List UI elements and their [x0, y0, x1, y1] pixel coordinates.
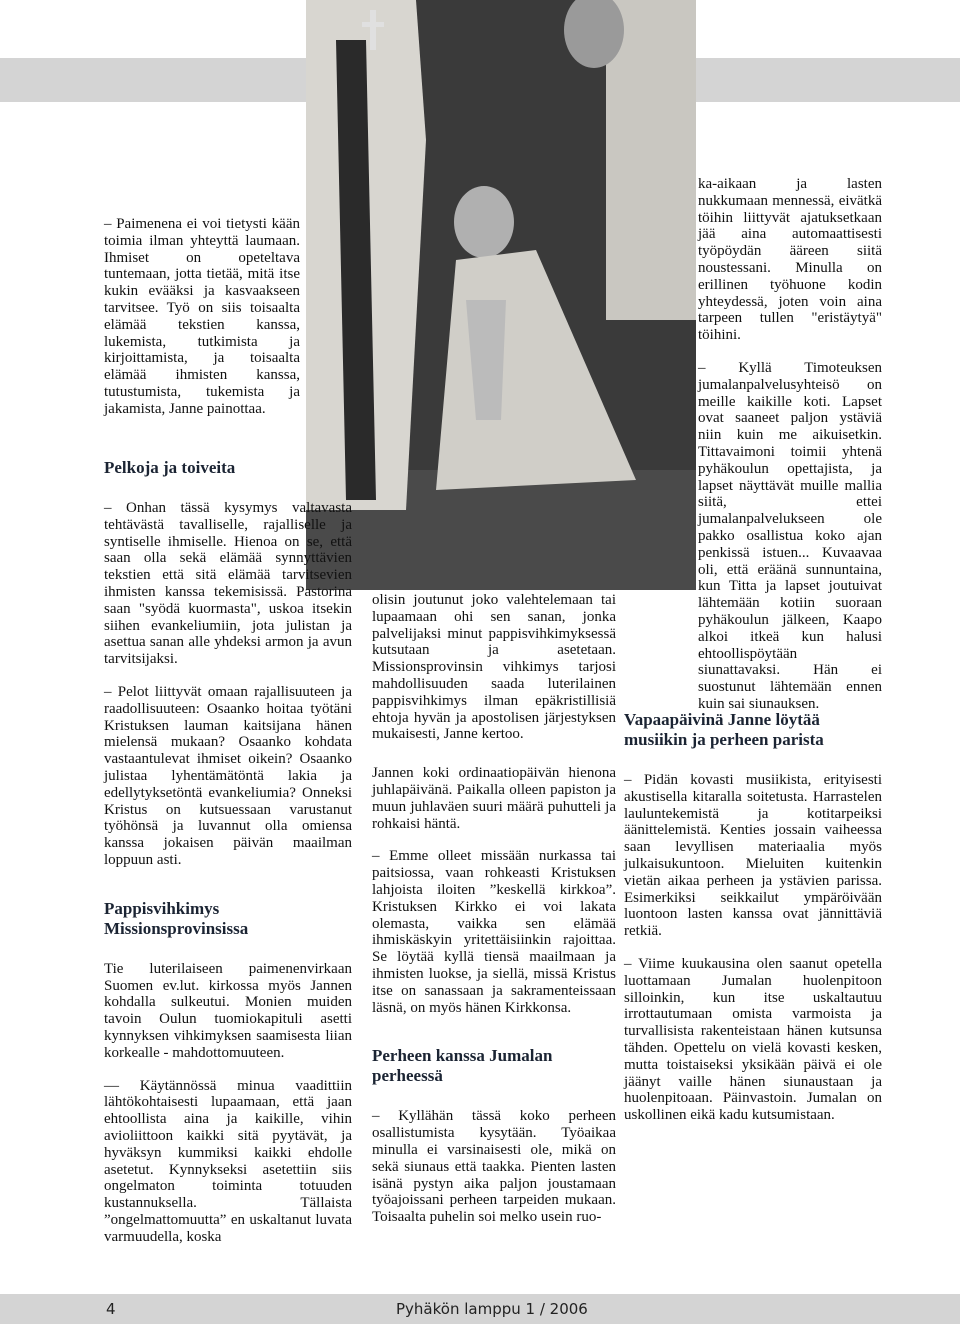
paragraph: ka-aikaan ja lasten nukkumaan mennessä, eivätkä töihin liittyvät ajatuksetkaan jää aina automaattisesti työpöydän ääreen siitä noustessani. Minulla on erillinen työhuone kodin yhteydessä, joten voin aina tarpeen tullen "eristäytyä" töihini.: [698, 176, 882, 344]
column-3: [624, 572, 882, 1124]
column-1-intro: [104, 216, 300, 418]
paragraph: – Paimenena ei voi tietysti kään toimia ilman yhteyttä laumaan. Ihmiset on opeteltava tuntemaan, jotta tietää, mitä itse kukin evääksi ja kasvaakseen tarvitsee. Työ on siis toisaalta elämää tekstien kanssa, lukemista, tutkimista ja kirjoittamista, ja toisaalta elämää ihmisten kanssa, tutustumista, tukemista ja jakamista, Janne painottaa.: [104, 216, 300, 417]
paragraph: – Emme olleet missään nurkassa tai paitsiossa, vaan rohkeasti Kristuksen lahjoista iloiten ”keskellä kirkkoa”. Kristuksen Kirkko ei voi lakata olemasta, vaikka sen elämää ihmiskäskyin yritettäisiinkin rajoittaa. Se löytää kyllä tiensä maailmaan ja ihmisten luokse, ja siellä, missä Kristus itse on sanassaan ja sakramenteissaan läsnä, on myös hänen Kirkkonsa.: [372, 848, 616, 1016]
section-heading: Pelkoja ja toiveita: [104, 458, 236, 477]
paragraph: Jannen koki ordinaatiopäivän hienona juhlapäivänä. Paikalla olleen papiston ja muun juhlaväen suuri määrä puhutteli ja rohkaisi häntä.: [372, 765, 616, 832]
publication-title: Pyhäkön lamppu 1 / 2006: [396, 1300, 588, 1318]
section-heading: Vapaapäivinä Janne löytää musiikin ja perheen parista: [624, 710, 824, 749]
paragraph: – Viime kuukausina olen saanut opetella luottamaan Jumalan huolenpitoon silloinkin, kun itse uskaltautuu irrottautumaan omista varmoista ja turvallisista rakenteistaan hänen kutsunsa tähden. Opettelu on vielä kovasti kesken, mutta toistaiseksi yksikään päivä ei ole jäänyt vaille hänen siunaustaan ja huolenpitoaan. Päinvastoin. Jumalan on uskollinen eikä kadu kutsumistaan.: [624, 955, 882, 1124]
column-2: [372, 592, 616, 1226]
section-heading: Pappisvihkimys Missionsprovinsissa: [104, 898, 249, 938]
paragraph: – Pelot liittyvät omaan rajallisuuteen ja raadollisuuteen: Osaanko hoitaa työtäni Kristuksen lauman kaitsijana hänen mielensä mukaan? Osaanko kohdata vastaantulevat ihmiset oikein? Osaanko julistaa lyhentämätöntä lakia ja edellytyksetöntä evankeliumia? Onneksi Kristus on kutsuessaan varustanut työhönsä ja luvannut olla omiensa kanssa jokaisen päivän maailman loppuun asti.: [104, 683, 352, 868]
paragraph: – Kyllähän tässä koko perheen osallistumista kysytään. Työaikaa minulla ei varsinaisesti ole, mikä on sekä siunaus että taakka. Pienten lasten isänä pystyn aika paljon joustamaan työajoissani perheen tarpeiden mukaan. Toisaalta puhelin soi melko usein ruo-: [372, 1108, 616, 1226]
paragraph: – Pidän kovasti musiikista, erityisesti akustisella kitaralla soitetusta. Harrastelen lauluntekemistä ja kotitarpeiksi äänittelemistä. Kenties jossain vaiheessa saan levyllisen materiaalia myös julkaisukuntoon. Mieluiten kuitenkin vietän aikaa perheen ja ystävien parissa. Esimerkiksi seikkailut ympäröivään luontoon lasten kanssa ovat jännittäviä retkiä.: [624, 772, 882, 940]
paragraph: — Käytännössä minua vaadittiin lähtökohtaisesti lupaamaan, että jaan ehtoollista aina ja kaikille, vihin avioliittoon kaikki sitä pyytävät, ja hyväksyn kummiksi kaikki ehdolle asetetut. Kynnykseksi asetettiin siis ongelmaton toiminta totuuden kustannuksella. Tällaista ”ongelmattomuutta” en uskaltanut luvata varmuudella, koska: [104, 1077, 352, 1245]
column-1: [104, 458, 352, 1245]
paragraph: – Kyllä Timoteuksen jumalanpalvelusyhteisö on meille kaikille koti. Lapset ovat saaneet paljon ystäviä niin kuin me aikuisetkin. Tittavaimoni toimii yhtenä pyhäkoulun opettajista, ja lapset näyttävät muille mallia siitä, ettei jumalanpalvelukseen ole pakko osallistua koko ajan penkissä istuen... Kuvaavaa oli, että eräänä sunnuntaina, kun Titta ja lapset joutuivat lähtemään kotiin suoraan pyhäkoulun jälkeen, Kaapo alkoi itkeä kun halusi ehtoollispöytään siunattavaksi. Hän ei suostunut lähtemään ennen kuin sai siunauksen.: [698, 359, 882, 712]
paragraph: Tie luterilaiseen paimenenvirkaan Suomen ev.lut. kirkossa myös Jannen kohdalla sulkeutui. Monien muiden tavoin Oulun tuomiokapituli asetti kynnyksen vihkimyksen saamisesta liian korkealle - mahdottomuuteen.: [104, 960, 352, 1061]
page-number: 4: [106, 1300, 116, 1318]
section-heading: Perheen kanssa Jumalan perheessä: [372, 1046, 553, 1086]
photograph-of-kneeling-man-icon: [306, 0, 696, 590]
ordination-photo: [306, 0, 696, 590]
paragraph: olisin joutunut joko valehtelemaan tai lupaamaan ohi sen sanan, jonka palvelijaksi minut pappisvihkimyksessä kutsutaan ja asetetaan. Missionsprovinsin vihkimys tarjosi mahdollisuuden saada luterilainen pappisvihkimys ilman epäkristillisiä ehtoja hyvän ja apostolisen järjestyksen mukaisesti, Janne kertoo.: [372, 592, 616, 743]
paragraph: – Onhan tässä kysymys valtavasta tehtävästä tavalliselle, rajalliselle ja syntiselle ihmiselle. Hienoa on se, että saan olla sekä elämää synnyttävien tekstien että sitä elämää tarvitsevien ihmisten kanssa tekemisissä. Pastorina saan "syödä kuormasta", uskoa itsekin siihen evankeliumiin, jota julistan ja asettua sanan alle yhdeksi armon ja avun tarvitsijaksi.: [104, 500, 352, 668]
